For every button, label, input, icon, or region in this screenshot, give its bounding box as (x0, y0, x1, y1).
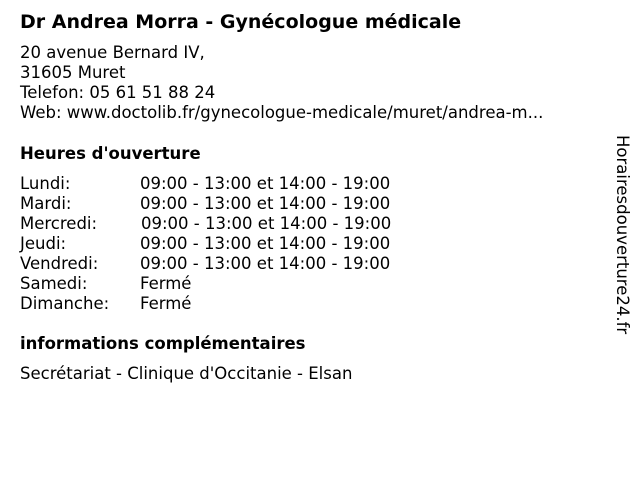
day-label: Vendredi: (20, 254, 99, 273)
opening-time: 09:00 - 13:00 et 14:00 - 19:00 (140, 254, 391, 273)
info-heading: informations complémentaires (20, 334, 306, 353)
day-label: Mercredi: (20, 214, 98, 233)
day-label: Jeudi: (20, 234, 67, 253)
day-label: Lundi: (20, 174, 71, 193)
opening-time: 09:00 - 13:00 et 14:00 - 19:00 (141, 214, 392, 233)
opening-time: 09:00 - 13:00 et 14:00 - 19:00 (140, 174, 391, 193)
day-label: Samedi: (20, 274, 88, 293)
phone-number: Telefon: 05 61 51 88 24 (20, 83, 216, 102)
page-title: Dr Andrea Morra - Gynécologue médicale (20, 11, 462, 33)
address-block (20, 43, 543, 123)
address-street: 20 avenue Bernard IV, (20, 43, 205, 62)
site-watermark: Horairesdouverture24.fr (613, 135, 632, 335)
opening-time: 09:00 - 13:00 et 14:00 - 19:00 (140, 194, 391, 213)
opening-time: Fermé (140, 274, 192, 293)
hours-heading: Heures d'ouverture (20, 144, 201, 163)
info-text: Secrétariat - Clinique d'Occitanie - Elsan (20, 364, 353, 383)
website-link[interactable]: Web: www.doctolib.fr/gynecologue-medicale/muret/andrea-m... (20, 103, 544, 122)
address-city: 31605 Muret (20, 63, 126, 82)
day-label: Mardi: (20, 194, 72, 213)
opening-time: Fermé (140, 294, 192, 313)
day-label: Dimanche: (20, 294, 110, 313)
opening-time: 09:00 - 13:00 et 14:00 - 19:00 (140, 234, 391, 253)
